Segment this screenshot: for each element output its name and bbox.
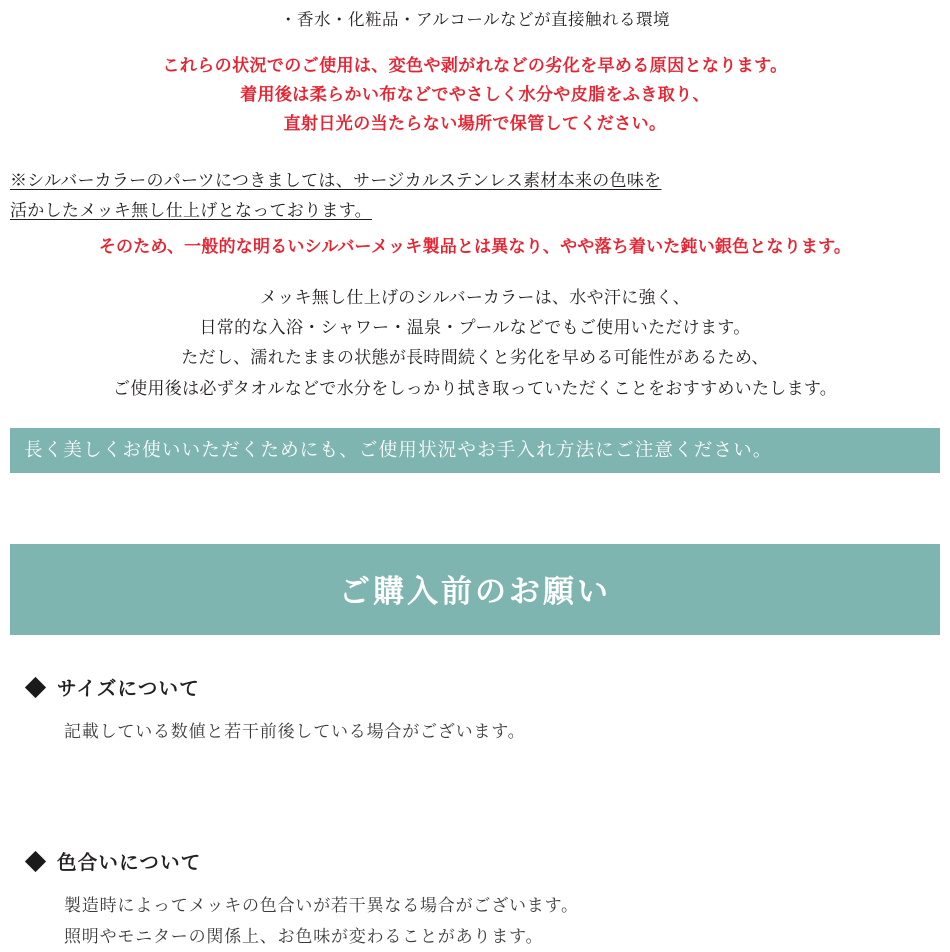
silver-notice bbox=[0, 166, 950, 226]
list-item bbox=[0, 847, 950, 952]
teal-emphasis-bar: 長く美しくお使いいただくためにも、ご使用状況やお手入れ方法にご注意ください。 bbox=[10, 428, 940, 473]
care-line-3: ただし、濡れたままの状態が長時間続くと劣化を早める可能性があるため、 bbox=[181, 348, 769, 368]
care-line-1: メッキ無し仕上げのシルバーカラーは、水や汗に強く、 bbox=[259, 287, 691, 307]
item-title-label: 色合いについて bbox=[57, 852, 202, 875]
item-title-size bbox=[0, 673, 950, 701]
silver-notice-line-2: 活かしたメッキ無し仕上げとなっております。 bbox=[10, 201, 372, 221]
warning-line-3: 直射日光の当たらない場所で保管してください。 bbox=[283, 114, 667, 134]
item-body-line: 照明やモニターの関係上、お色味が変わることがあります。 bbox=[64, 926, 544, 946]
care-line-4: ご使用後は必ずタオルなどで水分をしっかり拭き取っていただくことをおすすめいたします。 bbox=[112, 378, 838, 398]
care-notice bbox=[0, 283, 950, 404]
diamond-bullet-icon bbox=[25, 851, 46, 872]
item-body-color bbox=[0, 891, 950, 952]
diamond-bullet-icon bbox=[25, 676, 46, 697]
item-body-line: 製造時によってメッキの色合いが若干異なる場合がございます。 bbox=[64, 896, 579, 916]
item-body-size bbox=[0, 717, 950, 747]
warning-block bbox=[0, 51, 950, 139]
section-items bbox=[0, 673, 950, 952]
warning-line-2: 着用後は柔らかい布などでやさしく水分や皮脂をふき取り、 bbox=[240, 84, 710, 104]
item-title-label: サイズについて bbox=[57, 678, 200, 700]
list-item bbox=[0, 673, 950, 747]
item-body-line: 記載している数値と若干前後している場合がございます。 bbox=[64, 722, 526, 741]
warning-line-1: これらの状況でのご使用は、変色や剥がれなどの劣化を早める原因となります。 bbox=[162, 55, 788, 75]
silver-notice-line-1: ※シルバーカラーのパーツにつきましては、サージカルステンレス素材本来の色味を bbox=[10, 171, 662, 191]
item-title-color bbox=[0, 847, 950, 875]
condition-line: ・香水・化粧品・アルコールなどが直接触れる環境 bbox=[279, 11, 670, 29]
silver-notice-red-line: そのため、一般的な明るいシルバーメッキ製品とは異なり、やや落ち着いた鈍い銀色となります。 bbox=[98, 236, 852, 256]
care-line-2: 日常的な入浴・シャワー・温泉・プールなどでもご使用いただけます。 bbox=[199, 318, 751, 338]
section-header: ご購入前のお願い bbox=[10, 544, 940, 635]
